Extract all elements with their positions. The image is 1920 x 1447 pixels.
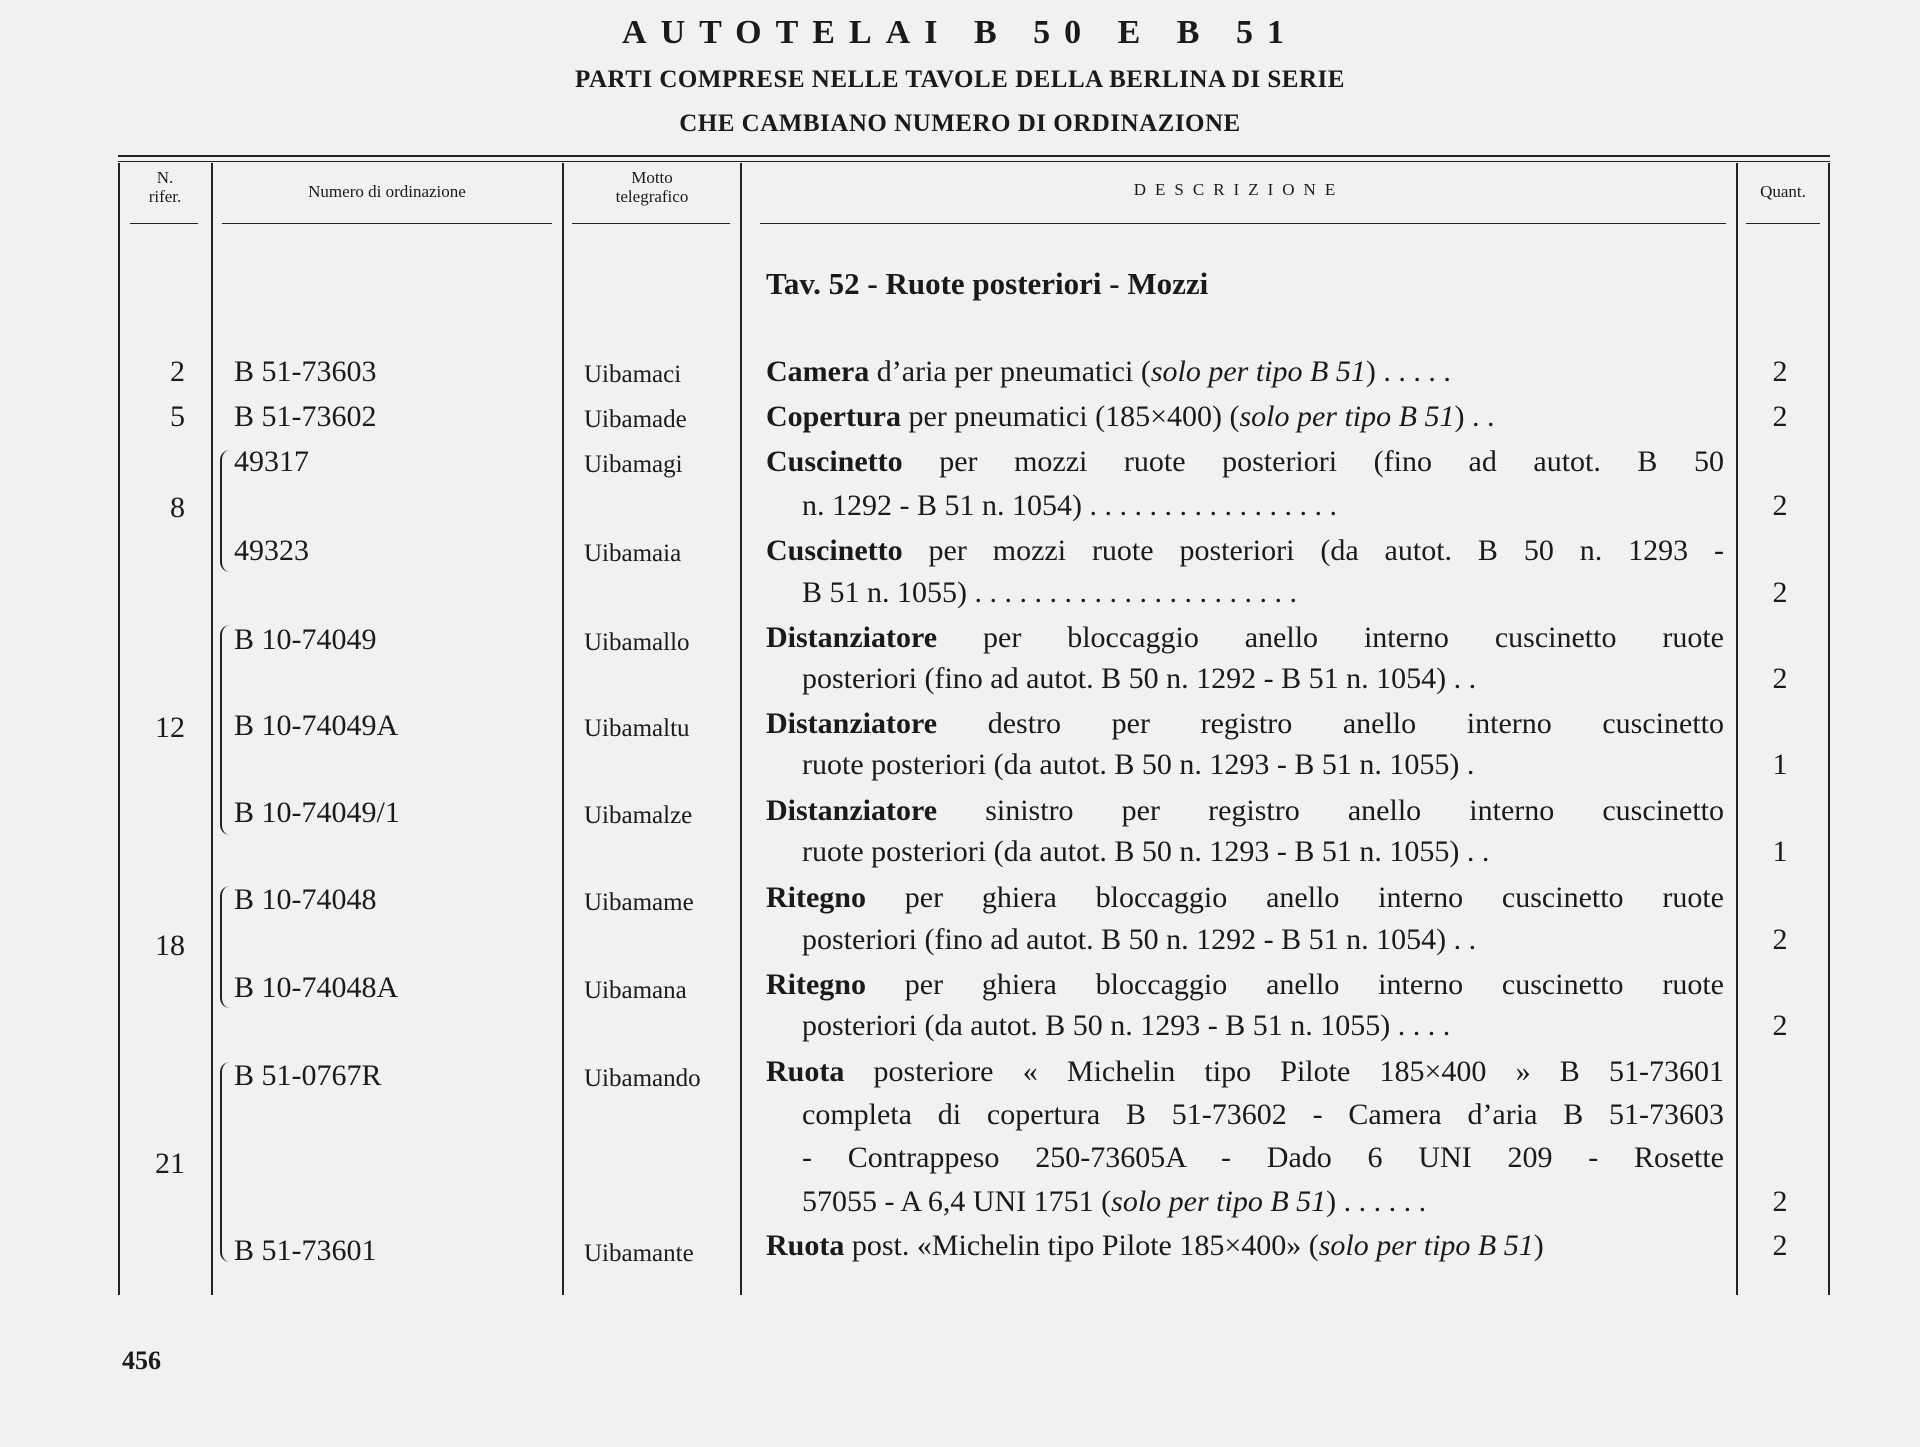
order-number: B 10-74049A [234, 709, 399, 742]
description-continuation [766, 1140, 1724, 1176]
header-underline-qty [1746, 223, 1820, 224]
order-number: B 51-73602 [234, 400, 377, 433]
description-keyword: Ruota [766, 1055, 845, 1088]
telegraphic-motto: Uibamallo [584, 629, 690, 656]
description-text: posteriore « Michelin tipo Pilote 185×400 » B 51-73601 [844, 1055, 1724, 1088]
order-number: B 10-74049 [234, 623, 377, 656]
header-underline-order [222, 223, 552, 224]
telegraphic-motto: Uibamagi [584, 451, 683, 478]
description-text: per ghiera bloccaggio anello interno cuscinetto ruote [866, 881, 1724, 914]
description-keyword: Distanziatore [766, 794, 938, 827]
telegraphic-motto: Uibamaci [584, 361, 682, 388]
header-underline-ref [130, 223, 198, 224]
description-keyword: Cuscinetto [766, 534, 903, 567]
ref-number: 8 [170, 491, 185, 524]
description-keyword: Ritegno [766, 968, 866, 1001]
description [766, 620, 1724, 656]
col-divider-desc [740, 163, 742, 1295]
description-text: ruote posteriori (da autot. B 50 n. 1293 - B 51 n. 1055) . . [802, 835, 1490, 868]
description-continuation [766, 661, 1724, 697]
ref-number: 2 [170, 355, 185, 388]
header-underline-desc [760, 223, 1726, 224]
description-note: solo per tipo B 51 [1318, 1229, 1534, 1262]
quantity: 1 [1772, 835, 1788, 868]
order-number: B 10-74048 [234, 883, 377, 916]
col-divider-order [211, 163, 213, 1295]
description-keyword: Ritegno [766, 881, 866, 914]
order-number: 49323 [234, 534, 309, 567]
description-text: per ghiera bloccaggio anello interno cuscinetto ruote [866, 968, 1724, 1001]
quantity: 2 [1772, 355, 1788, 388]
order-number: B 51-73601 [234, 1234, 377, 1267]
description-keyword: Distanziatore [766, 707, 938, 740]
description-note: solo per tipo B 51 [1150, 355, 1366, 388]
description [766, 967, 1724, 1003]
col-header-desc: DESCRIZIONE [1133, 180, 1345, 199]
telegraphic-motto: Uibamalze [584, 802, 693, 829]
telegraphic-motto: Uibamaia [584, 540, 682, 567]
description-continuation [766, 488, 1724, 524]
description-text: posteriori (da autot. B 50 n. 1293 - B 51 n. 1055) . . . . [802, 1009, 1451, 1042]
description-leader: ) . . [1454, 400, 1495, 433]
col-header-ref [120, 168, 210, 206]
order-number: 49317 [234, 445, 309, 478]
description [766, 1228, 1724, 1264]
description-text: ruote posteriori (da autot. B 50 n. 1293 - B 51 n. 1055) . [802, 748, 1475, 781]
col-header-ref-line1: N. [156, 168, 174, 187]
page-subtitle-line2: CHE CAMBIANO NUMERO DI ORDINAZIONE [679, 110, 1241, 137]
description-keyword: Ruota [766, 1229, 845, 1262]
col-header-order: Numero di ordinazione [308, 182, 466, 201]
description [766, 1054, 1724, 1090]
description-text: per mozzi ruote posteriori (da autot. B 50 n. 1293 - [902, 534, 1724, 567]
description-text: per bloccaggio anello interno cuscinetto ruote [937, 621, 1724, 654]
description [766, 444, 1724, 480]
description-text: B 51 n. 1055) . . . . . . . . . . . . . . . . . . . . . . [802, 576, 1297, 609]
description-text: post. «Michelin tipo Pilote 185×400» ( [844, 1229, 1319, 1262]
description [766, 399, 1724, 435]
quantity: 2 [1772, 489, 1788, 522]
header-underline-motto [572, 223, 730, 224]
quantity: 2 [1772, 1009, 1788, 1042]
description-text: 57055 - A 6,4 UNI 1751 ( [802, 1185, 1112, 1218]
col-header-motto [564, 168, 740, 206]
telegraphic-motto: Uibamaltu [584, 715, 690, 742]
col-divider-right [1828, 163, 1830, 1295]
ref-number: 18 [155, 929, 185, 962]
order-number: B 51-73603 [234, 355, 377, 388]
group-brace-8 [220, 450, 232, 572]
description-continuation [766, 575, 1724, 611]
description [766, 706, 1724, 742]
description-keyword: Copertura [766, 400, 901, 433]
quantity: 1 [1772, 748, 1788, 781]
order-number: B 51-0767R [234, 1059, 382, 1092]
ref-number: 21 [155, 1147, 185, 1180]
description-text: d’aria per pneumatici ( [869, 355, 1151, 388]
description-text: sinistro per registro anello interno cuscinetto [937, 794, 1724, 827]
description-text: n. 1292 - B 51 n. 1054) . . . . . . . . . . . . . . . . . [802, 489, 1337, 522]
description-text: posteriori (fino ad autot. B 50 n. 1292 - B 51 n. 1054) . . [802, 923, 1477, 956]
telegraphic-motto: Uibamante [584, 1240, 694, 1267]
quantity: 2 [1772, 923, 1788, 956]
description-text: per mozzi ruote posteriori (fino ad autot. B 50 [902, 445, 1724, 478]
description-text: destro per registro anello interno cuscinetto [937, 707, 1724, 740]
description-continuation [766, 922, 1724, 958]
page-number: 456 [122, 1346, 161, 1375]
ref-number: 5 [170, 400, 185, 433]
col-header-motto-line2: telegrafico [615, 187, 689, 206]
description [766, 793, 1724, 829]
description-continuation [766, 1097, 1724, 1133]
description-text: - Contrappeso 250-73605A - Dado 6 UNI 209 - Rosette [802, 1141, 1724, 1174]
description [766, 533, 1724, 569]
description-text: per pneumatici (185×400) ( [900, 400, 1240, 433]
group-brace-18 [220, 886, 232, 1008]
table-top-rule-thin [118, 161, 1830, 162]
description-leader: ) . . . . . . [1326, 1185, 1427, 1218]
col-header-qty: Quant. [1760, 182, 1806, 201]
description-continuation [766, 1008, 1724, 1044]
description-continuation [766, 834, 1724, 870]
table-top-rule [118, 155, 1830, 157]
group-brace-21 [220, 1062, 232, 1262]
order-number: B 10-74049/1 [234, 796, 400, 829]
page-subtitle-line1: PARTI COMPRESE NELLE TAVOLE DELLA BERLINA DI SERIE [575, 66, 1345, 93]
quantity: 2 [1772, 400, 1788, 433]
description-text: completa di copertura B 51-73602 - Camera d’aria B 51-73603 [802, 1098, 1724, 1131]
description-leader: ) . . . . . [1365, 355, 1451, 388]
description-leader: ) [1533, 1229, 1544, 1262]
description-note: solo per tipo B 51 [1111, 1185, 1327, 1218]
col-header-ref-line2: rifer. [148, 187, 182, 206]
telegraphic-motto: Uibamame [584, 889, 694, 916]
col-header-motto-line1: Motto [631, 168, 673, 187]
quantity: 2 [1772, 1229, 1788, 1262]
description-keyword: Cuscinetto [766, 445, 903, 478]
description-continuation [766, 1184, 1724, 1220]
quantity: 2 [1772, 662, 1788, 695]
group-brace-12 [220, 625, 232, 835]
description-text: posteriori (fino ad autot. B 50 n. 1292 - B 51 n. 1054) . . [802, 662, 1477, 695]
section-title: Tav. 52 - Ruote posteriori - Mozzi [766, 266, 1209, 301]
quantity: 2 [1772, 1185, 1788, 1218]
quantity: 2 [1772, 576, 1788, 609]
ref-number: 12 [155, 711, 185, 744]
description [766, 354, 1724, 390]
col-divider-qty [1736, 163, 1738, 1295]
description-keyword: Distanziatore [766, 621, 938, 654]
page-title: AUTOTELAI B 50 E B 51 [622, 14, 1298, 51]
telegraphic-motto: Uibamade [584, 406, 687, 433]
description [766, 880, 1724, 916]
description-continuation [766, 747, 1724, 783]
telegraphic-motto: Uibamando [584, 1065, 701, 1092]
description-keyword: Camera [766, 355, 870, 388]
telegraphic-motto: Uibamana [584, 977, 687, 1004]
col-divider-motto [562, 163, 564, 1295]
description-note: solo per tipo B 51 [1239, 400, 1455, 433]
order-number: B 10-74048A [234, 971, 399, 1004]
